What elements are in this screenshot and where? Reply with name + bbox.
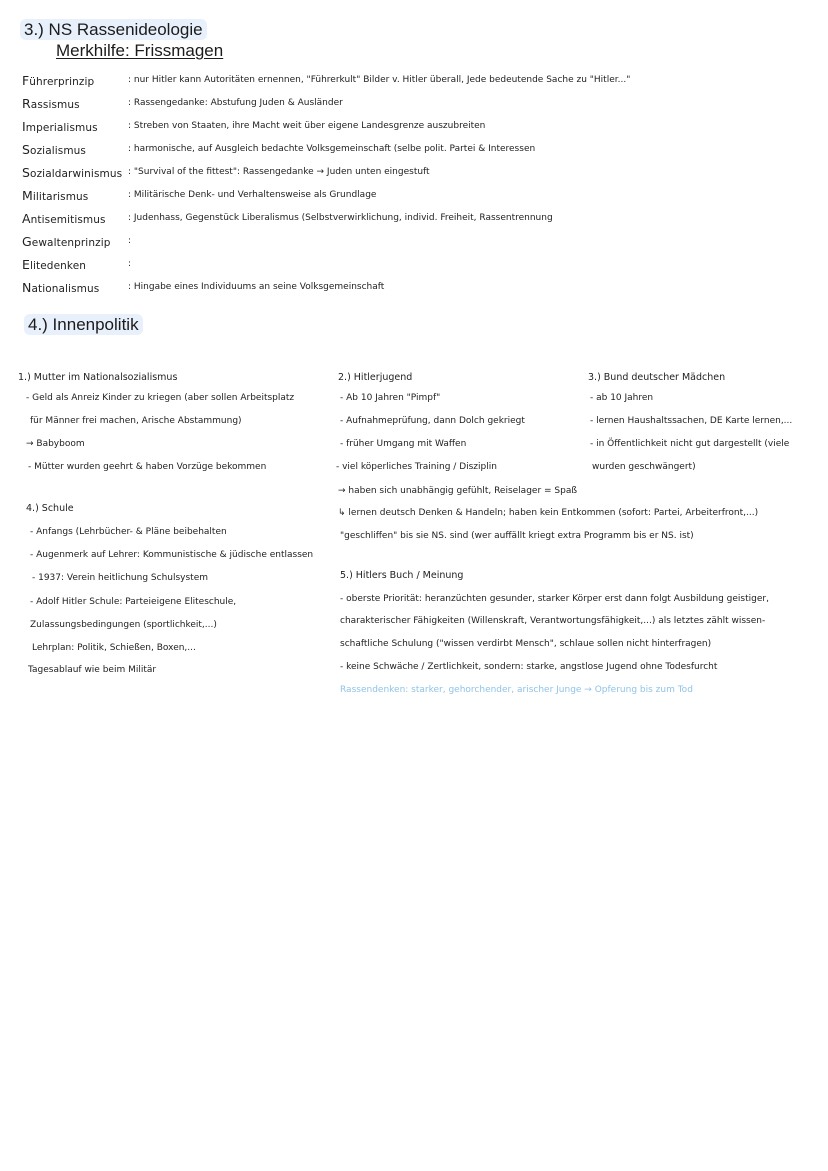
bdm-line: - in Öffentlichkeit nicht gut dargestellt (viele (590, 439, 790, 449)
schule-line: - 1937: Verein heitlichung Schulsystem (32, 573, 209, 583)
frissmagen-term (22, 211, 106, 226)
mutter-title: 1.) Mutter im Nationalsozialismus (18, 372, 178, 383)
mutter-line: → Babyboom (26, 439, 85, 449)
section3-subtitle: Merkhilfe: Frissmagen (56, 41, 224, 60)
frissmagen-term (22, 73, 94, 88)
term-letter: F (22, 73, 30, 88)
term-rest: ntisemitismus (30, 214, 106, 226)
term-rest: ewaltenprinzip (31, 237, 111, 249)
hitlerjugend-line: - viel köperliches Training / Disziplin (336, 462, 497, 472)
schule-line: - Adolf Hitler Schule: Parteieigene Eliteschule, (30, 597, 237, 607)
frissmagen-definition: : harmonische, auf Ausgleich bedachte Volksgemeinschaft (selbe polit. Partei & Interessen (128, 144, 536, 154)
buch-line: charakterischer Fähigkeiten (Willenskraft, Verantwortungsfähigkeit,...) als letztes zählt wissen- (340, 616, 766, 626)
frissmagen-definition: : Hingabe eines Individuums an seine Volksgemeinschaft (128, 282, 385, 292)
hj-shared-line: ↳ lernen deutsch Denken & Handeln; haben kein Entkommen (sofort: Partei, Arbeiterfront,...) (338, 508, 759, 518)
buch-title: 5.) Hitlers Buch / Meinung (340, 570, 464, 581)
frissmagen-term (22, 188, 88, 203)
frissmagen-definition: : Streben von Staaten, ihre Macht weit über eigene Landesgrenze auszubreiten (128, 121, 486, 131)
frissmagen-definition: : Militärische Denk- und Verhaltensweise als Grundlage (128, 190, 377, 200)
term-rest: ührerprinzip (29, 76, 95, 88)
term-rest: assismus (30, 99, 80, 111)
term-letter: N (22, 280, 32, 295)
bdm-line: - lernen Haushaltssachen, DE Karte lernen,... (590, 416, 793, 426)
frissmagen-term (22, 257, 86, 272)
bdm-title: 3.) Bund deutscher Mädchen (588, 372, 726, 383)
term-letter: I (22, 119, 26, 134)
frissmagen-definition: : Judenhass, Gegenstück Liberalismus (Selbstverwirklichung, individ. Freiheit, Rassentrennung (128, 213, 553, 223)
hitlerjugend-title: 2.) Hitlerjugend (338, 372, 413, 383)
term-letter: M (22, 188, 33, 203)
frissmagen-term (22, 280, 99, 295)
frissmagen-term (22, 119, 98, 134)
mutter-line: - Geld als Anreiz Kinder zu kriegen (aber sollen Arbeitsplatz (26, 393, 295, 403)
term-rest: ilitarismus (32, 191, 89, 203)
frissmagen-definition: : "Survival of the fittest": Rassengedanke → Juden unten eingestuft (128, 167, 430, 177)
term-rest: ationalismus (31, 283, 100, 295)
schule-line: - Anfangs (Lehrbücher- & Pläne beibehalten (30, 527, 227, 537)
buch-line: schaftliche Schulung ("wissen verdirbt Mensch", schlaue sollen nicht hinterfragen) (340, 639, 712, 649)
frissmagen-definition: : nur Hitler kann Autoritäten ernennen, "Führerkult" Bilder v. Hitler überall, Jede bedeutende Sache zu "Hitler..." (128, 75, 631, 85)
frissmagen-definition: : Rassengedanke: Abstufung Juden & Ausländer (128, 98, 343, 108)
term-letter: G (22, 234, 32, 249)
buch-line: - oberste Priorität: heranzüchten gesunder, starker Körper erst dann folgt Ausbildung geistiger, (340, 594, 769, 604)
section4-title: 4.) Innenpolitik (28, 315, 143, 335)
section3-title: 3.) NS Rassenideologie (24, 20, 207, 40)
hitlerjugend-line: - Aufnahmeprüfung, dann Dolch gekriegt (340, 416, 525, 426)
mutter-line: - Mütter wurden geehrt & haben Vorzüge bekommen (28, 462, 267, 472)
frissmagen-term (22, 234, 110, 249)
term-letter: A (22, 211, 31, 226)
term-letter: S (22, 142, 31, 157)
hitlerjugend-line: - Ab 10 Jahren "Pimpf" (340, 393, 441, 403)
frissmagen-definition: : (128, 236, 132, 246)
hitlerjugend-line: - früher Umgang mit Waffen (340, 439, 467, 449)
frissmagen-term (22, 142, 86, 157)
mutter-line: für Männer frei machen, Arische Abstammung) (30, 416, 242, 426)
term-rest: ozialismus (30, 145, 86, 157)
term-letter: E (22, 257, 30, 272)
buch-blue-line: Rassendenken: starker, gehorchender, arischer Junge → Opferung bis zum Tod (340, 685, 693, 695)
schule-line: Zulassungsbedingungen (sportlichkeit,...) (30, 620, 217, 630)
schule-line: Tagesablauf wie beim Militär (28, 665, 157, 675)
frissmagen-term (22, 96, 80, 111)
schule-title: 4.) Schule (26, 503, 74, 514)
term-letter: S (22, 165, 31, 180)
schule-line: Lehrplan: Politik, Schießen, Boxen,... (32, 643, 196, 653)
buch-line: - keine Schwäche / Zertlichkeit, sondern: starke, angstlose Jugend ohne Todesfurcht (340, 662, 718, 672)
term-rest: litedenken (30, 260, 87, 272)
hj-shared-line: → haben sich unabhängig gefühlt, Reiselager = Spaß (338, 486, 578, 496)
frissmagen-term (22, 165, 122, 180)
hj-shared-line: "geschliffen" bis sie NS. sind (wer auffällt kriegt extra Programm bis er NS. ist) (340, 531, 694, 541)
schule-line: - Augenmerk auf Lehrer: Kommunistische & jüdische entlassen (30, 550, 314, 560)
term-letter: R (22, 96, 31, 111)
term-rest: mperialismus (25, 122, 98, 134)
term-rest: ozialdarwinismus (30, 168, 123, 180)
bdm-line: wurden geschwängert) (592, 462, 696, 472)
bdm-line: - ab 10 Jahren (590, 393, 654, 403)
frissmagen-definition: : (128, 259, 132, 269)
